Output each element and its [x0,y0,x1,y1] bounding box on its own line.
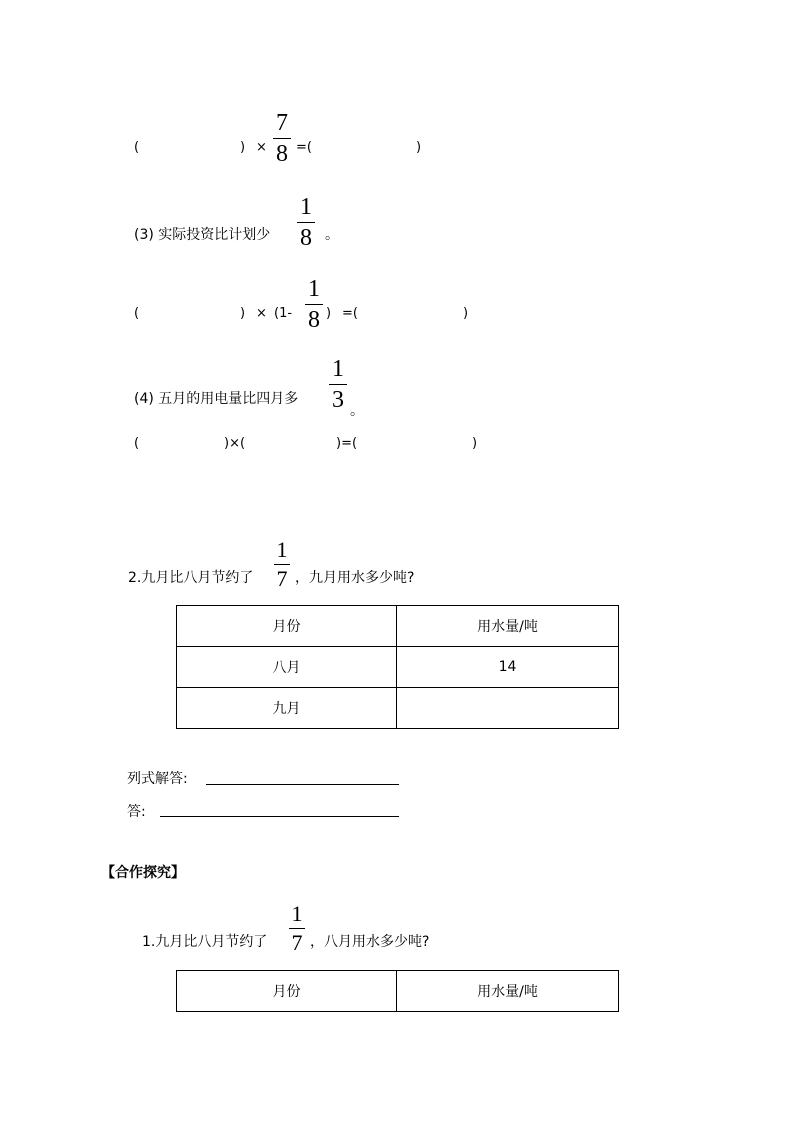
problem3-suffix: ，八月用水多少吨? [310,934,430,950]
table-row [177,688,619,729]
table-header-row [177,971,619,1012]
fraction-bar [329,384,347,385]
eq3-equals-open: =( [342,306,358,321]
eq3-fraction [305,277,323,332]
problem3-fraction-numerator: 1 [291,901,303,926]
answer-blank[interactable] [160,816,399,817]
eq1-times-sign: × [256,140,267,155]
q3-fraction-denominator: 8 [300,225,312,251]
table-header-cell: 月份 [177,606,397,647]
eq3-close-paren: ) [240,306,246,321]
fraction-bar [273,138,291,139]
eq4-close-equals-open: )=( [336,436,358,451]
q4-label: (4) 五月的用电量比四月多 [134,391,299,407]
fraction-bar [289,928,305,929]
answer-formula-label: 列式解答: [127,771,188,787]
eq1-fraction-denominator: 8 [276,141,288,167]
table-header-row [177,606,619,647]
eq3-open-paren: ( [134,306,140,321]
q3-period: 。 [325,227,339,243]
table-header-cell: 用水量/吨 [397,971,619,1012]
eq1-fraction [273,111,291,166]
answer-formula-blank[interactable] [206,784,399,785]
eq1-close-paren: ) [240,140,246,155]
fraction-bar [297,222,315,223]
table-header-cell: 月份 [177,971,397,1012]
eq3-end-paren: ) [463,306,469,321]
table-cell: 九月 [177,688,397,729]
fraction-bar [305,304,323,305]
eq4-open-paren: ( [134,436,140,451]
eq1-end-paren: ) [416,140,422,155]
table-row [177,647,619,688]
table-cell[interactable] [397,688,619,729]
problem2-table [176,605,619,729]
eq3-fraction-denominator: 8 [308,307,320,333]
eq1-open-paren: ( [134,140,140,155]
problem2-suffix: ，九月用水多少吨? [295,570,415,586]
problem2-prefix: 2.九月比八月节约了 [128,570,254,586]
q4-period: 。 [350,403,364,419]
problem3-prefix: 1.九月比八月节约了 [142,934,268,950]
eq1-fraction-numerator: 7 [276,110,288,136]
q4-fraction-numerator: 1 [332,356,344,382]
q4-fraction [329,357,347,412]
table-cell: 八月 [177,647,397,688]
problem3-fraction-denominator: 7 [291,930,303,955]
eq3-one-minus: (1- [274,306,293,321]
q4-fraction-denominator: 3 [332,387,344,413]
fraction-bar [274,564,290,565]
eq3-times-sign: × [256,306,267,321]
eq3-fraction-numerator: 1 [308,276,320,302]
problem2-fraction-numerator: 1 [276,537,288,562]
section-title: 【合作探究】 [101,865,185,881]
answer-label: 答: [127,804,146,820]
q3-label: (3) 实际投资比计划少 [134,227,271,243]
table-cell: 14 [397,647,619,688]
problem3-fraction [289,903,305,954]
problem2-fraction-denominator: 7 [276,566,288,591]
q3-fraction-numerator: 1 [300,194,312,220]
table-header-cell: 用水量/吨 [397,606,619,647]
problem2-fraction [274,539,290,590]
q3-fraction [297,195,315,250]
eq1-equals-open: =( [296,140,312,155]
problem3-table [176,970,619,1012]
eq4-end-paren: ) [472,436,478,451]
eq3-close-paren-2: ) [326,306,332,321]
eq4-close-times-open: )×( [224,436,246,451]
